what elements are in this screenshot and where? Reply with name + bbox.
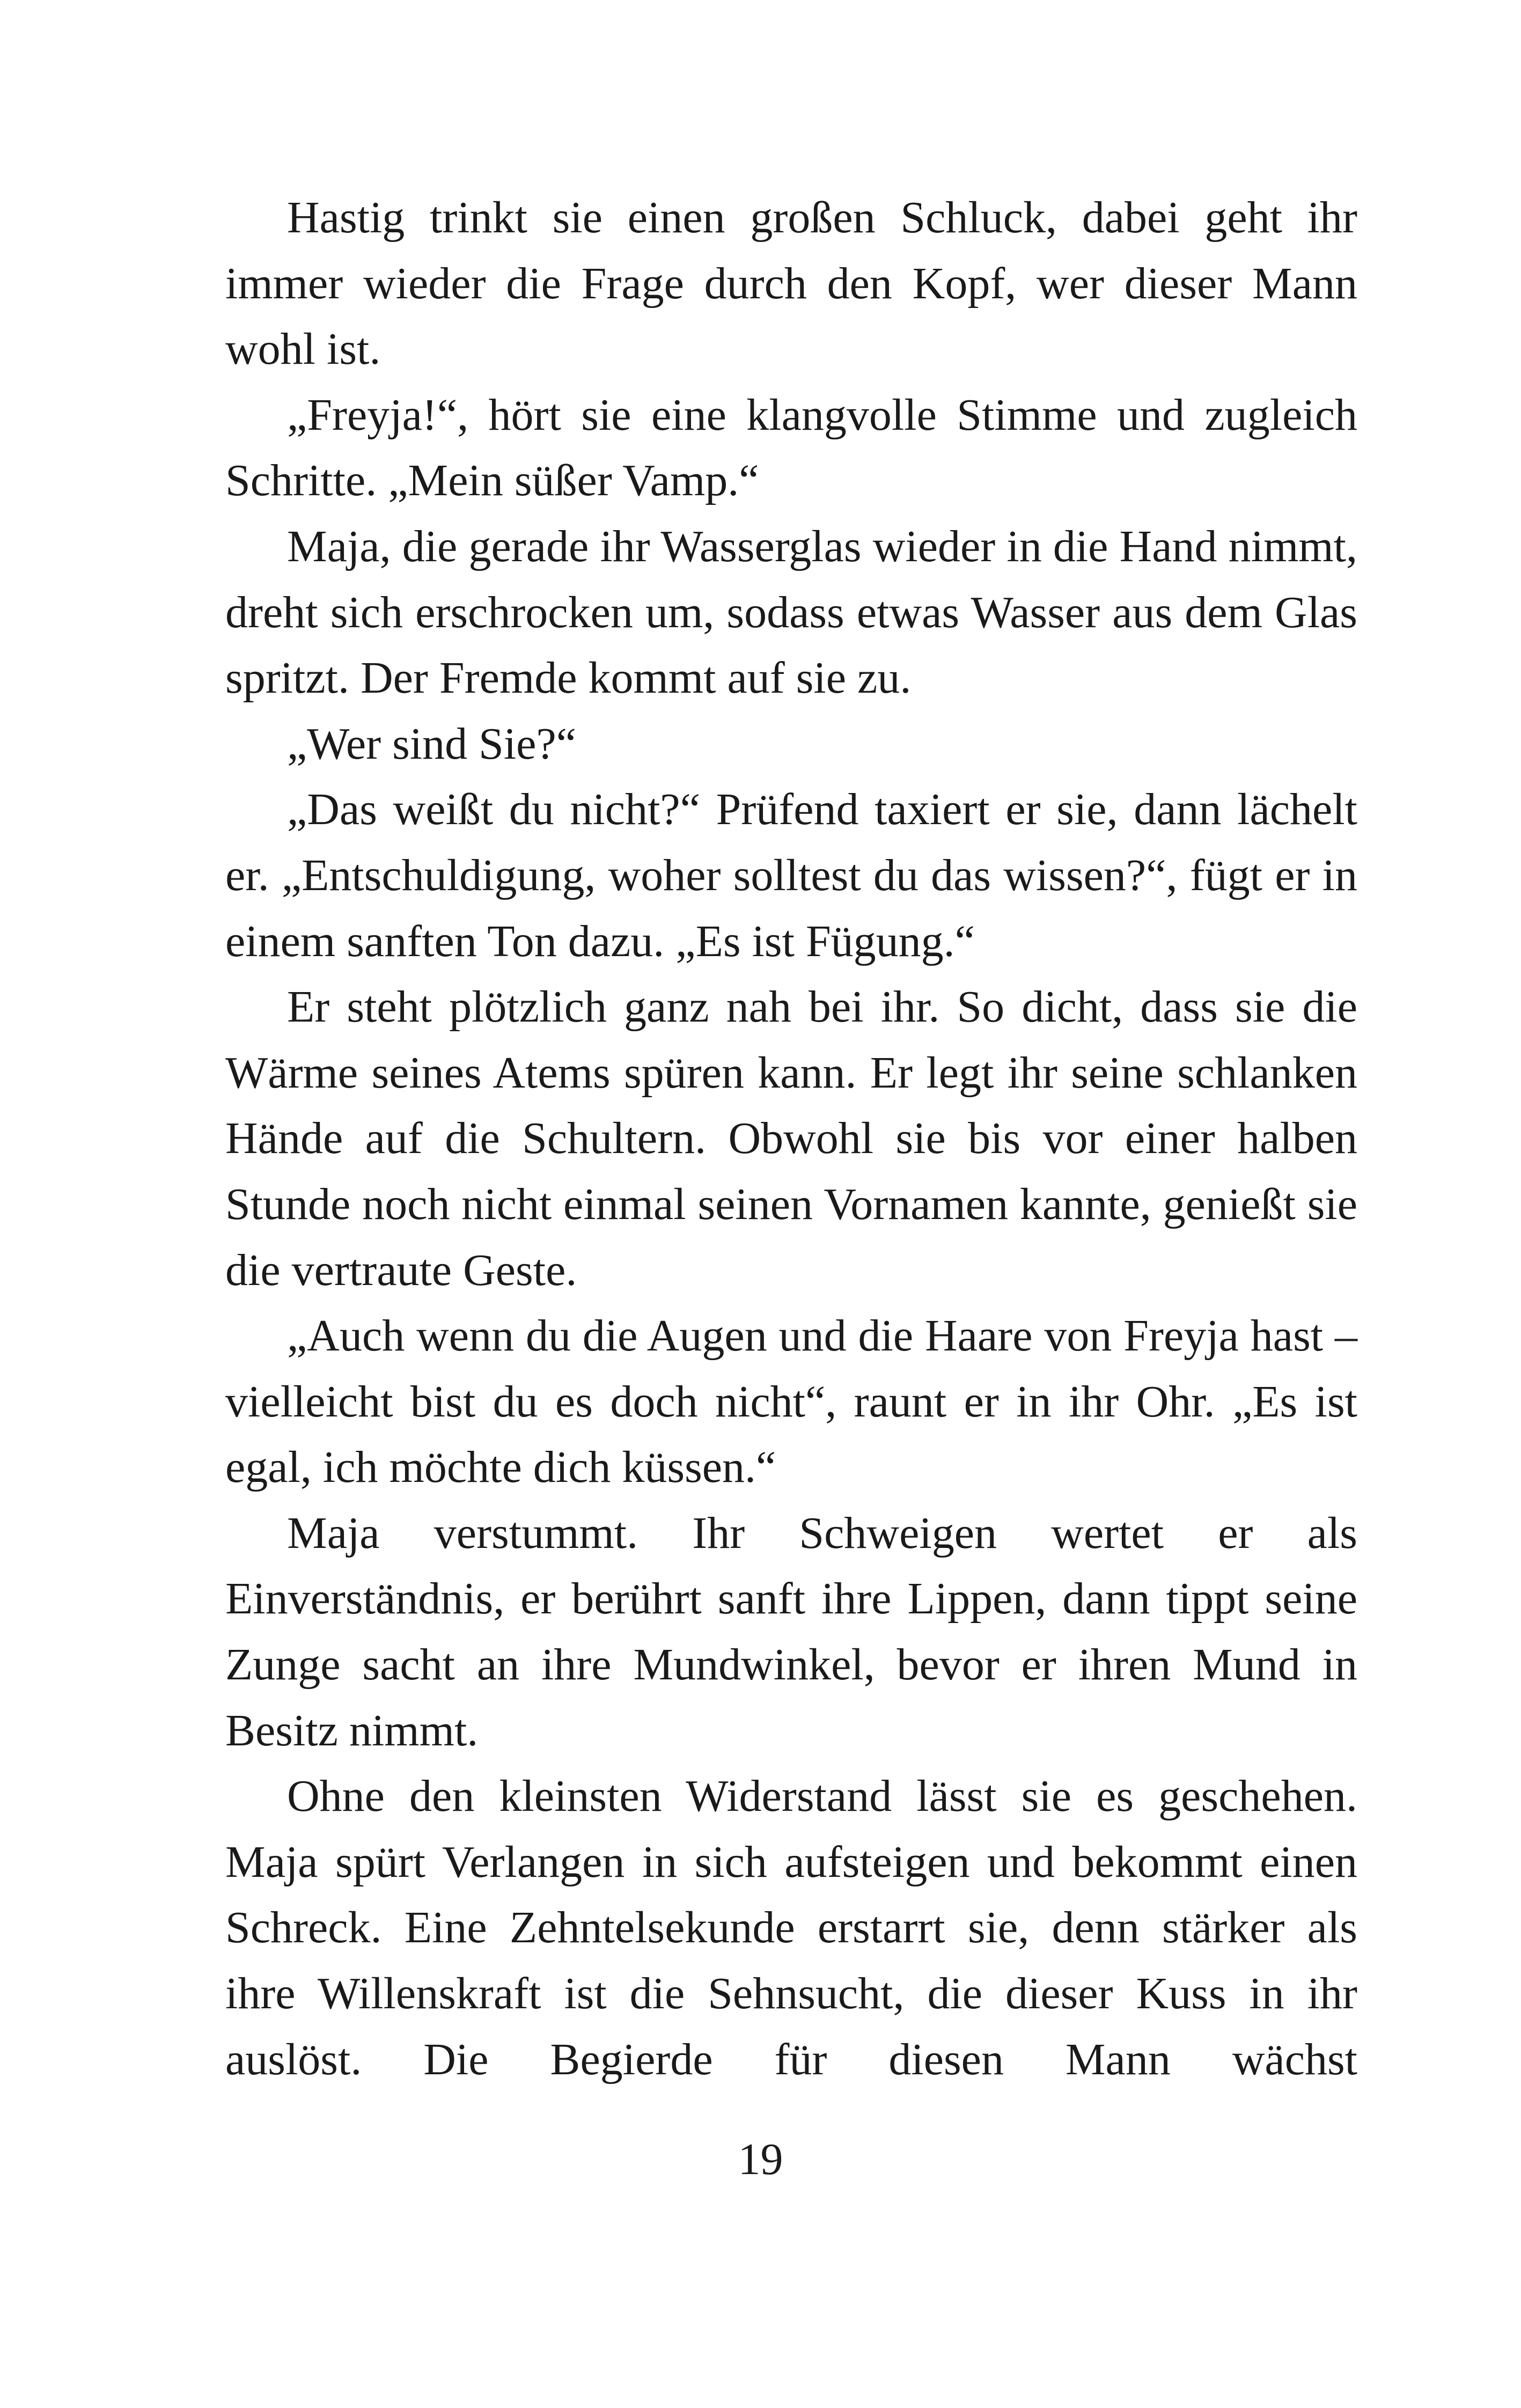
paragraph: „Freyja!“, hört sie eine klangvolle Stimme und zugleich Schritte. „Mein süßer Vamp.“ (225, 390, 1357, 506)
paragraph: Ohne den kleinsten Widerstand lässt sie es geschehen. Maja spürt Verlangen in sich aufsteigen und bekommt einen Schreck. Eine Zehntelsekunde erstarrt sie, denn stärker als ihre Willenskraft ist die Sehnsucht, die dieser Kuss in ihr auslöst. Die Begierde für diesen Mann wächst (225, 1771, 1357, 2084)
paragraph: Maja, die gerade ihr Wasserglas wieder in die Hand nimmt, dreht sich erschrocken um, sodass etwas Wasser aus dem Glas spritzt. Der Fremde kommt auf sie zu. (225, 521, 1357, 703)
paragraph: Maja verstummt. Ihr Schweigen wertet er als Einverständnis, er berührt sanft ihre Lippen, dann tippt seine Zunge sacht an ihre Mundwinkel, bevor er ihren Mund in Besitz nimmt. (225, 1508, 1357, 1756)
paragraph: Hastig trinkt sie einen großen Schluck, dabei geht ihr immer wieder die Frage durch den Kopf, wer dieser Mann wohl ist. (225, 193, 1357, 375)
paragraph: „Auch wenn du die Augen und die Haare von Freyja hast – vielleicht bist du es doch nicht“, raunt er in ihr Ohr. „Es ist egal, ich möchte dich küssen.“ (225, 1311, 1357, 1493)
paragraph: „Das weißt du nicht?“ Prüfend taxiert er sie, dann lächelt er. „Entschuldigung, woher solltest du das wissen?“, fügt er in einem sanften Ton dazu. „Es ist Fügung.“ (225, 784, 1357, 966)
body-text (225, 185, 1357, 2093)
page-number: 19 (738, 2134, 783, 2184)
paragraph: „Wer sind Sie?“ (287, 718, 577, 769)
paragraph: Er steht plötzlich ganz nah bei ihr. So dicht, dass sie die Wärme seines Atems spüren kann. Er legt ihr seine schlanken Hände auf die Schultern. Obwohl sie bis vor einer halben Stunde noch nicht einmal seinen Vornamen kannte, genießt sie die vertraute Geste. (225, 982, 1357, 1295)
